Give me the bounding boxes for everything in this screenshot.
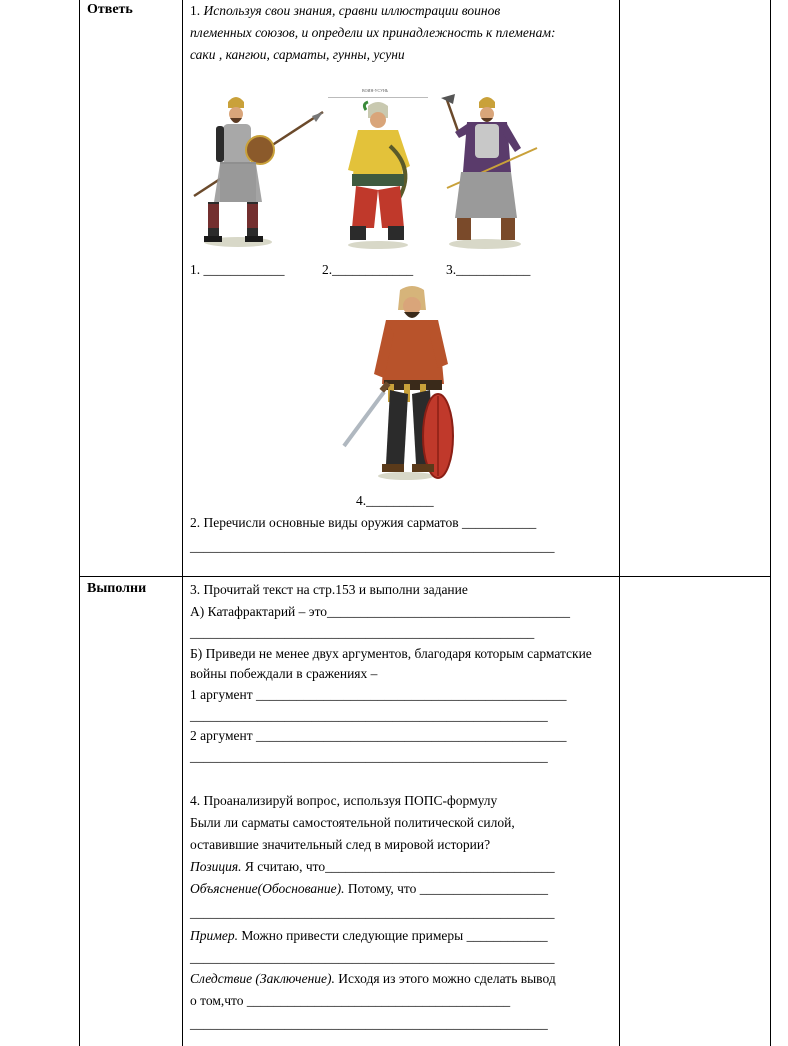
task4-explanation[interactable]: [190, 878, 548, 900]
explanation-label: Объяснение(Обоснование).: [190, 881, 345, 896]
illustration-caption-line: [328, 97, 428, 98]
task3-intro: 3. Прочитай текст на стр.153 и выполни задание: [190, 582, 468, 597]
task4-explanation-line2[interactable]: ______________________________________________________: [190, 905, 555, 920]
task4-intro: 4. Проанализируй вопрос, используя ПОПС-формулу: [190, 793, 498, 808]
table-border-right: [770, 0, 771, 1046]
answer-blank-2[interactable]: 2.____________: [322, 262, 414, 277]
task3-b-line2: войны побеждали в сражениях –: [190, 666, 378, 681]
task4-conclusion-line3[interactable]: _____________________________________________________: [190, 1016, 548, 1031]
example-label: Пример.: [190, 928, 238, 943]
row-divider: [79, 576, 771, 577]
task1-number: 1.: [190, 3, 201, 18]
table-border-mid: [619, 0, 620, 1046]
task3-b-line1: Б) Приведи не менее двух аргументов, благодаря которым сарматские: [190, 646, 592, 661]
task1-text-1: Используя свои знания, сравни иллюстрации воинов: [203, 3, 501, 18]
task4-conclusion: [190, 968, 556, 990]
task3-arg1-line1[interactable]: 1 аргумент ______________________________________________: [190, 687, 567, 702]
answer-blank-3[interactable]: 3.___________: [446, 262, 531, 277]
task4-conclusion-line2[interactable]: о том,что _______________________________________: [190, 993, 511, 1008]
position-label: Позиция.: [190, 859, 242, 874]
task3-a-line2[interactable]: ___________________________________________________: [190, 625, 535, 640]
warrior-illustration-4: [338, 284, 468, 484]
explanation-text[interactable]: Потому, что ___________________: [344, 881, 548, 896]
task3-arg2-line2[interactable]: _____________________________________________________: [190, 749, 548, 764]
warrior-illustration-1: [190, 92, 325, 252]
table-border-left: [79, 0, 80, 1046]
task1-text-3: саки , кангюи, сарматы, гунны, усуни: [190, 47, 405, 62]
task2-line1[interactable]: 2. Перечисли основные виды оружия сарматов ___________: [190, 515, 537, 530]
row-label-answer: Ответь: [87, 2, 133, 17]
position-text[interactable]: Я считаю, что__________________________________: [241, 859, 555, 874]
task4-question-line2: оставившие значительный след в мировой истории?: [190, 837, 491, 852]
table-border-col: [182, 0, 183, 1046]
task4-position[interactable]: [190, 856, 555, 878]
answer-blank-1[interactable]: 1. ____________: [190, 262, 285, 277]
task3-a-line1[interactable]: А) Катафрактарий – это____________________________________: [190, 604, 571, 619]
warrior-illustration-3: [437, 92, 547, 252]
task1-text-2: племенных союзов, и определи их принадлежность к племенам:: [190, 25, 556, 40]
task3-arg2-line1[interactable]: 2 аргумент ______________________________________________: [190, 728, 567, 743]
row-label-do: Выполни: [87, 581, 147, 596]
task4-example[interactable]: [190, 925, 548, 947]
example-text[interactable]: Можно привести следующие примеры ____________: [237, 928, 548, 943]
warrior-illustration-2: [328, 100, 438, 250]
answer-blank-4[interactable]: 4.__________: [356, 493, 434, 508]
task3-arg1-line2[interactable]: _____________________________________________________: [190, 708, 548, 723]
task4-question-line1: Были ли сарматы самостоятельной политической силой,: [190, 815, 515, 830]
task1-line1: [190, 0, 500, 22]
conclusion-text: Исходя из этого можно сделать вывод: [334, 971, 556, 986]
task2-line2[interactable]: ______________________________________________________: [190, 539, 555, 554]
conclusion-label: Следствие (Заключение).: [190, 971, 335, 986]
illustration-title: ВОИН-УСУНЬ: [362, 88, 389, 93]
task4-example-line2[interactable]: ______________________________________________________: [190, 950, 555, 965]
